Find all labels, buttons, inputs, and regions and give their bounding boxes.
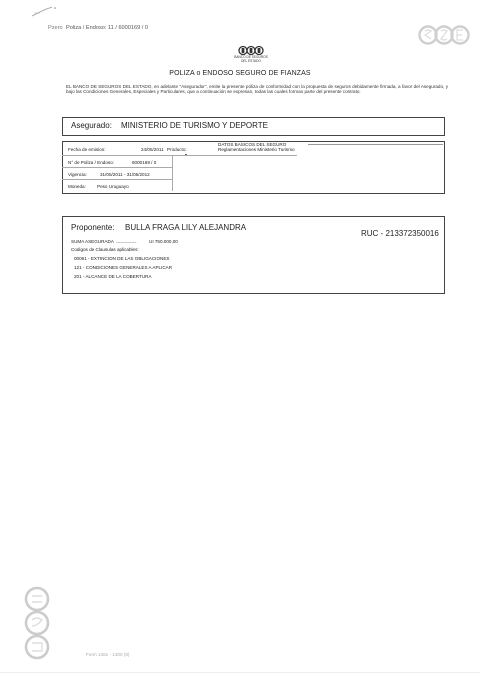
intro-paragraph: EL BANCO DE SEGUROS DEL ESTADO, en adelante "Asegurador", emite la presente póliza de conformidad con la propuesta de seguros debidamente firmada, a favor del Asegurado, y bajo las Condiciones Generales, Especiales y Particulares, que a continuación se expresan, todas las cuales forman parte del presente contrato. [66, 84, 448, 95]
scan-mark [30, 4, 64, 18]
fecha-row-divider [62, 155, 297, 156]
suma-asegurada-leader: .......................... [116, 239, 137, 244]
fecha-emision-label: Fecha de emision: [68, 147, 106, 152]
moneda-value: Peso Uruguayo [97, 184, 129, 189]
vigencia-row-divider [62, 179, 172, 180]
bse-watermark-bottom-icon [20, 585, 54, 665]
proponente-ruc: RUC - 213372350016 [361, 229, 439, 238]
fecha-emision-value: 24/05/2011 [141, 147, 164, 152]
vigencia-value: 31/05/2011 - 31/05/2012 [100, 172, 150, 177]
logo-line-2: DEL ESTADO [241, 58, 261, 63]
producto-label: Producto: [167, 147, 187, 152]
bse-logo [231, 45, 271, 67]
asegurado-label: Asegurado: [71, 121, 112, 130]
proponente-label: Proponente: [71, 223, 115, 232]
footer-rule [0, 672, 480, 673]
moneda-label: Moneda: [68, 184, 86, 189]
clause-item-3: 201 - ALCANCE DE LA COBERTURA [74, 274, 152, 279]
poliza-endoso-label: N° de Poliza / Endoso: [68, 160, 115, 165]
datos-basicos-title: DATOS BASICOS DEL SEGURO [218, 142, 287, 147]
clause-item-2: 121 - CONDICIONES GENERALES A APLICAR [74, 265, 173, 270]
logo-line-1: BANCO DE SEGUROS [234, 55, 268, 59]
clause-item-1: 00061 - EXTINCION DE LAS OBLIGACIONES [74, 256, 170, 261]
form-reference: Form 1381 - 1300 (8) [86, 652, 130, 657]
poliza-endoso-value: 6000169 / 0 [132, 160, 157, 165]
producto-value: Reglamentaciones Ministerio Turismo [218, 147, 295, 152]
codigos-clausulas-label: Codigos de Clausulas aplicables: [71, 247, 139, 252]
suma-asegurada-value: UI 750.000,00 [149, 239, 178, 244]
document-title: POLIZA o ENDOSO SEGURO DE FIANZAS [169, 70, 311, 77]
scan-prefix: Pzero [48, 25, 63, 31]
suma-asegurada-label: SUMA ASEGURADA [71, 239, 114, 244]
asegurado-name: MINISTERIO DE TURISMO Y DEPORTE [121, 121, 268, 130]
poliza-row-divider [62, 167, 172, 168]
datos-right-rule [308, 144, 443, 145]
datos-vertical-divider [172, 155, 173, 191]
scan-reference: Poliza / Endoso: 11 / 6000169 / 0 [66, 25, 148, 31]
bse-watermark-top-icon [418, 20, 470, 50]
vigencia-label: Vigencia: [68, 172, 87, 177]
proponente-box [62, 216, 445, 294]
proponente-name: BULLA FRAGA LILY ALEJANDRA [125, 223, 247, 232]
